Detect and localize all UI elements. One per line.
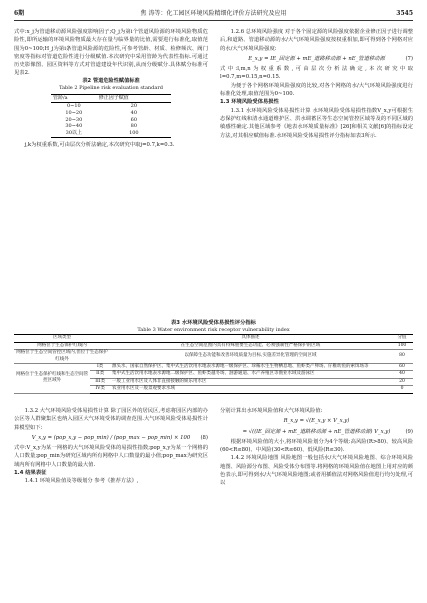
table-3 xyxy=(14,334,413,393)
paragraph-pipeline-factor: 式中:x_j为管道移动源风险强度影响因子;Q_j为第i个管道风险源的环境风险物质危险性,即所运输的环境风险物质最大存在量与临界量的比值,需要进行标准化,取值范围为0~100;H_j为第i条管道风险源的危险性,可参考管龄、材质、检修频次、阀门密度等指标对管道危险性进行分级赋值.本次研究中采用管龄为代表性指标.可通过历史影像图、园区资料等方式对管道建设年代识别,从而分级赋分.具体赋分标准可见表2. xyxy=(14,29,208,77)
table3-header-region: 区域类型 xyxy=(14,335,110,342)
formula-7-expression: E_x,y = IE_固定源 + mE_道路移动源 + nE_管道移动源 xyxy=(248,55,385,62)
table-cell: 60 xyxy=(391,364,413,371)
formula-8-expression: V_x,y = (pop_x,y − pop_min) / (pop_max − pop_min) × 100 xyxy=(31,434,191,441)
table-cell: 0 xyxy=(400,386,404,392)
table-row xyxy=(14,342,413,349)
table-row xyxy=(51,102,171,109)
formula-9-line1: R_x,y = √(E_x,y × V_x,y) xyxy=(283,418,350,425)
table-cell: 20 xyxy=(391,378,413,385)
formula-9-continued xyxy=(220,428,413,436)
section-1-3-2: 1.3.2 大气环境风险受体易损性计算 除了园区外的居民区,考虑将园区内部的办公区等人群聚集区也纳入园区大气环境受体的调查范围.大气环境风险受体易损性计算模型如下: xyxy=(14,408,208,431)
table-cell: 30~40 xyxy=(65,123,83,130)
table-row xyxy=(51,117,171,124)
table-cell: 80 xyxy=(130,123,138,130)
table-cell: 30以上 xyxy=(65,130,83,137)
section-1-4-heading: 1.4 结果表征 xyxy=(14,470,47,477)
table3-caption-en: Table 3 Water environment risk receptor vulnerability index xyxy=(137,327,290,334)
table2-caption-en: Table 2 Pipeline risk evaluation standard xyxy=(59,85,163,92)
table-cell: 20~30 xyxy=(65,116,83,123)
section-1-2-6: 1.2.6 总环境风险强度 对于各个固定源的风险强度依据企业修正因子进行调整后,和道路、管道移动源的水/大气环境风险强度按权重相加,即可得到各个网格对应的水/大气环境风险强度: xyxy=(220,29,413,52)
table-cell: 网格位于生态空间管控区域内,但位于生态保护红线外 xyxy=(14,350,110,364)
table-cell: 在生态空间范围内具有特殊重要生态功能、必须强制性严格保护的区域 xyxy=(110,342,391,349)
table-cell: 以保障生态功能和改善环境质量为目标,实施差异化管理的空间区域 xyxy=(110,350,391,364)
paragraph-formula8-vars: 式中:V_x,y为某一网格的大气环境风险受体的易损性指数;pop_x,y为某一个网格的人口数量;pop_min为研究区域内所有网格中人口数量的最小值;pop_max为研究区域内所有网格中人口数量的最大值. xyxy=(14,445,208,468)
paragraph-normalization: 为便于各个网格环境风险强度的比较,对各个网格的水/大气环境风险强度进行标准化处理,取值范围为0~100. xyxy=(220,82,413,98)
table-cell: 100 xyxy=(391,342,413,349)
running-title: 焦 涛等：化工园区环境风险精细化评价方法研究及应用 xyxy=(140,10,287,17)
left-column-upper xyxy=(14,28,208,149)
paragraph-risk-levels: 根据环境风险值的大小,将环境风险划分为4个等级:高风险(R>80)、较高风险(60<R≤80)、中风险(30<R≤60)、低风险(R≤30). xyxy=(220,438,413,454)
formula-7-number: (7) xyxy=(405,55,413,62)
section-1-3-heading: 1.3 环境风险受体易损性 xyxy=(220,99,279,106)
table-cell: 60 xyxy=(130,116,138,123)
table-row xyxy=(51,110,171,117)
table-cell: 40 xyxy=(391,371,413,378)
table-row xyxy=(14,350,413,364)
table-cell: 一般工业用水区及人体非直接接触的娱乐用水区 xyxy=(110,378,391,385)
running-header xyxy=(14,8,413,21)
table-cell: II类 xyxy=(90,371,110,378)
table3-header-desc: 具体描述 xyxy=(110,335,391,342)
formula-9-number: (9) xyxy=(405,428,413,435)
formula-9-line2: = √((lE_固定源 + mE_道路移动源 + nE_管道移动源) V_x,y) xyxy=(242,428,391,435)
table2-caption: 表2 管道危险性赋值标准 xyxy=(82,77,140,84)
table-cell: 100 xyxy=(129,130,139,137)
table-cell: 农业用水区及一般景观要求水域 xyxy=(112,386,175,392)
right-column-lower xyxy=(220,407,413,488)
table-cell: 网格位于生态保护红线和生态空间管控区域外 xyxy=(14,364,90,394)
table3-caption: 表3 水环境风险受体易损性评分指标 xyxy=(171,320,256,326)
section-1-4-1: 1.4.1 环境风险值及等级划分 参考《推荐方法》, xyxy=(24,478,139,485)
formula-7 xyxy=(220,55,413,63)
table-cell: 网格位于生态保护红线内 xyxy=(14,342,110,349)
table3-header-score: 分值 xyxy=(391,335,413,342)
table2-header-value: 修正因子赋值 xyxy=(97,95,171,103)
table-cell: 80 xyxy=(391,350,413,364)
table-cell: 0~10 xyxy=(66,102,81,109)
table-cell: III类 xyxy=(90,378,110,385)
right-column-upper xyxy=(220,28,413,140)
table-3-block xyxy=(14,320,413,394)
table-2 xyxy=(51,94,171,138)
table-cell: IV类 xyxy=(95,386,105,392)
paragraph-weights: j,k为权重系数,可由层次分析法确定,本次研究中取j=0.7,k=0.3. xyxy=(24,141,175,148)
table-cell: 40 xyxy=(130,109,138,116)
table-cell: I类 xyxy=(90,364,110,371)
table-row xyxy=(14,364,413,371)
table-cell: 20 xyxy=(130,102,138,109)
left-column-lower xyxy=(14,407,208,486)
issue-number: 6期 xyxy=(14,10,25,17)
table-cell: 源头水、国家自然保护区、集中式生活饮用水地表水源地一级保护区、珍稀水生生物栖息地、鱼虾类产卵场、仔稚幼鱼的索饵场等 xyxy=(110,364,391,371)
table-row xyxy=(51,130,171,137)
section-1-3-1: 1.3.1 水环境风险受体易损性计算 水环境风险受体易损性指数V_x,y可根据生态保护红线和清水通道维护区、洪水调蓄区等生态空间管控区域等及的不同区域的敏感性确定.其他区域参考《地表水环境质量标准》[26]和相关文献[6]的指标设定方法,对其相应赋值标准.水环境风险受体易损性评分指标如表3所示. xyxy=(220,107,413,139)
section-1-4-2: 1.4.2 环境风险地图 风险地图一般包括水/大气环境风险地图、综合环境风险地图、风险源分布图、风险受体分布图等.将网格的环境风险值在地图上用对应的颜色表示,即可得到水/大气环境风险地图;或者用插值法对网格风险值进行均匀处理,可以 xyxy=(220,455,413,487)
page-number: 3545 xyxy=(396,10,413,17)
formula-8 xyxy=(14,434,208,442)
table-cell: 集中式生活饮用水地表水源地二级保护区、鱼虾类越冬场、洄游通道、水产养殖区等渔业水域及游泳区 xyxy=(110,371,391,378)
table2-header-age: 管龄/a xyxy=(51,95,97,103)
formula-9 xyxy=(220,417,413,425)
paragraph-risk-values: 分别计算出水环境风险值和大气环境风险值: xyxy=(220,408,323,414)
paragraph-formula7-weights: 式中:l,m,n为权重系数,可由层次分析法确定,本次研究中取l=0.7,m=0.15,n=0.15. xyxy=(220,66,413,81)
formula-8-number: (8) xyxy=(200,434,208,441)
table-cell: 10~20 xyxy=(65,109,83,116)
